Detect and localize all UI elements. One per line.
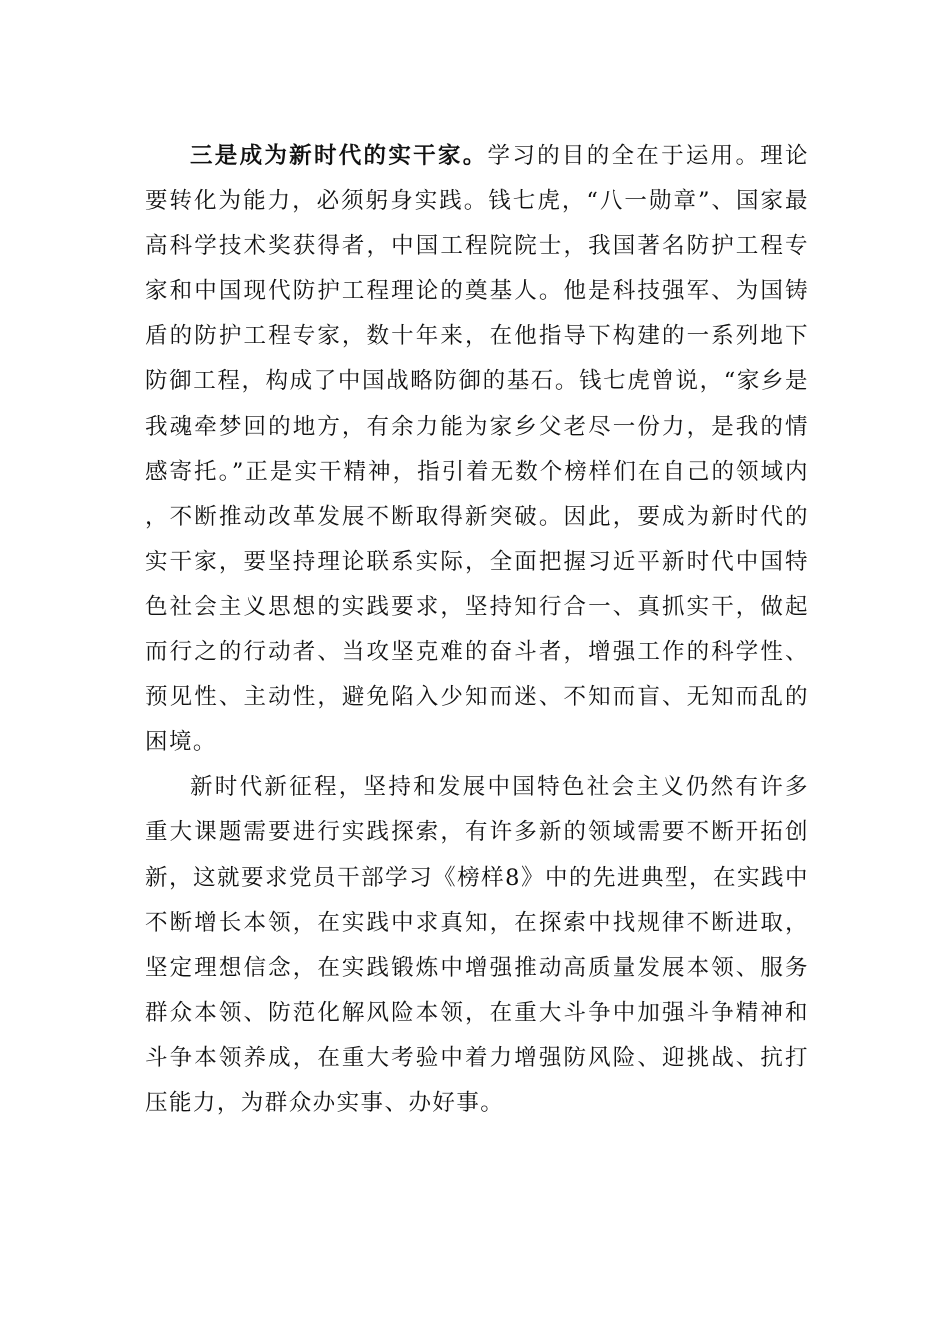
paragraph-body-text: 新时代新征程，坚持和发展中国特色社会主义仍然有许多重大课题需要进行实践探索，有许多新的领域需要不断开拓创新，这就要求党员干部学习《榜样8》中的先进典型，在实践中不断增长本领，在实践中求真知，在探索中找规律不断进取，坚定理想信念，在实践锻炼中增强推动高质量发展本领、服务群众本领、防范化解风险本领，在重大斗争中加强斗争精神和斗争本领养成，在重大考验中着力增强防风险、迎挑战、抗打压能力，为群众办实事、办好事。 [145,774,809,1116]
document-body [145,134,809,1126]
paragraph-practitioner [145,134,809,765]
paragraph-body-text: 学习的目的全在于运用。理论要转化为能力，必须躬身实践。钱七虎，“八一勋章”、国家最高科学技术奖获得者，中国工程院院士，我国著名防护工程专家和中国现代防护工程理论的奠基人。他是科技强军、为国铸盾的防护工程专家，数十年来，在他指导下构建的一系列地下防御工程，构成了中国战略防御的基石。钱七虎曾说，“家乡是我魂牵梦回的地方，有余力能为家乡父老尽一份力，是我的情感寄托。”正是实干精神，指引着无数个榜样们在自己的领域内，不断推动改革发展不断取得新突破。因此，要成为新时代的实干家，要坚持理论联系实际，全面把握习近平新时代中国特色社会主义思想的实践要求，坚持知行合一、真抓实干，做起而行之的行动者、当攻坚克难的奋斗者，增强工作的科学性、预见性、主动性，避免陷入少知而迷、不知而盲、无知而乱的困境。 [145,143,809,756]
paragraph-lead-heading: 三是成为新时代的实干家。 [190,143,488,169]
paragraph-new-era [145,765,809,1126]
